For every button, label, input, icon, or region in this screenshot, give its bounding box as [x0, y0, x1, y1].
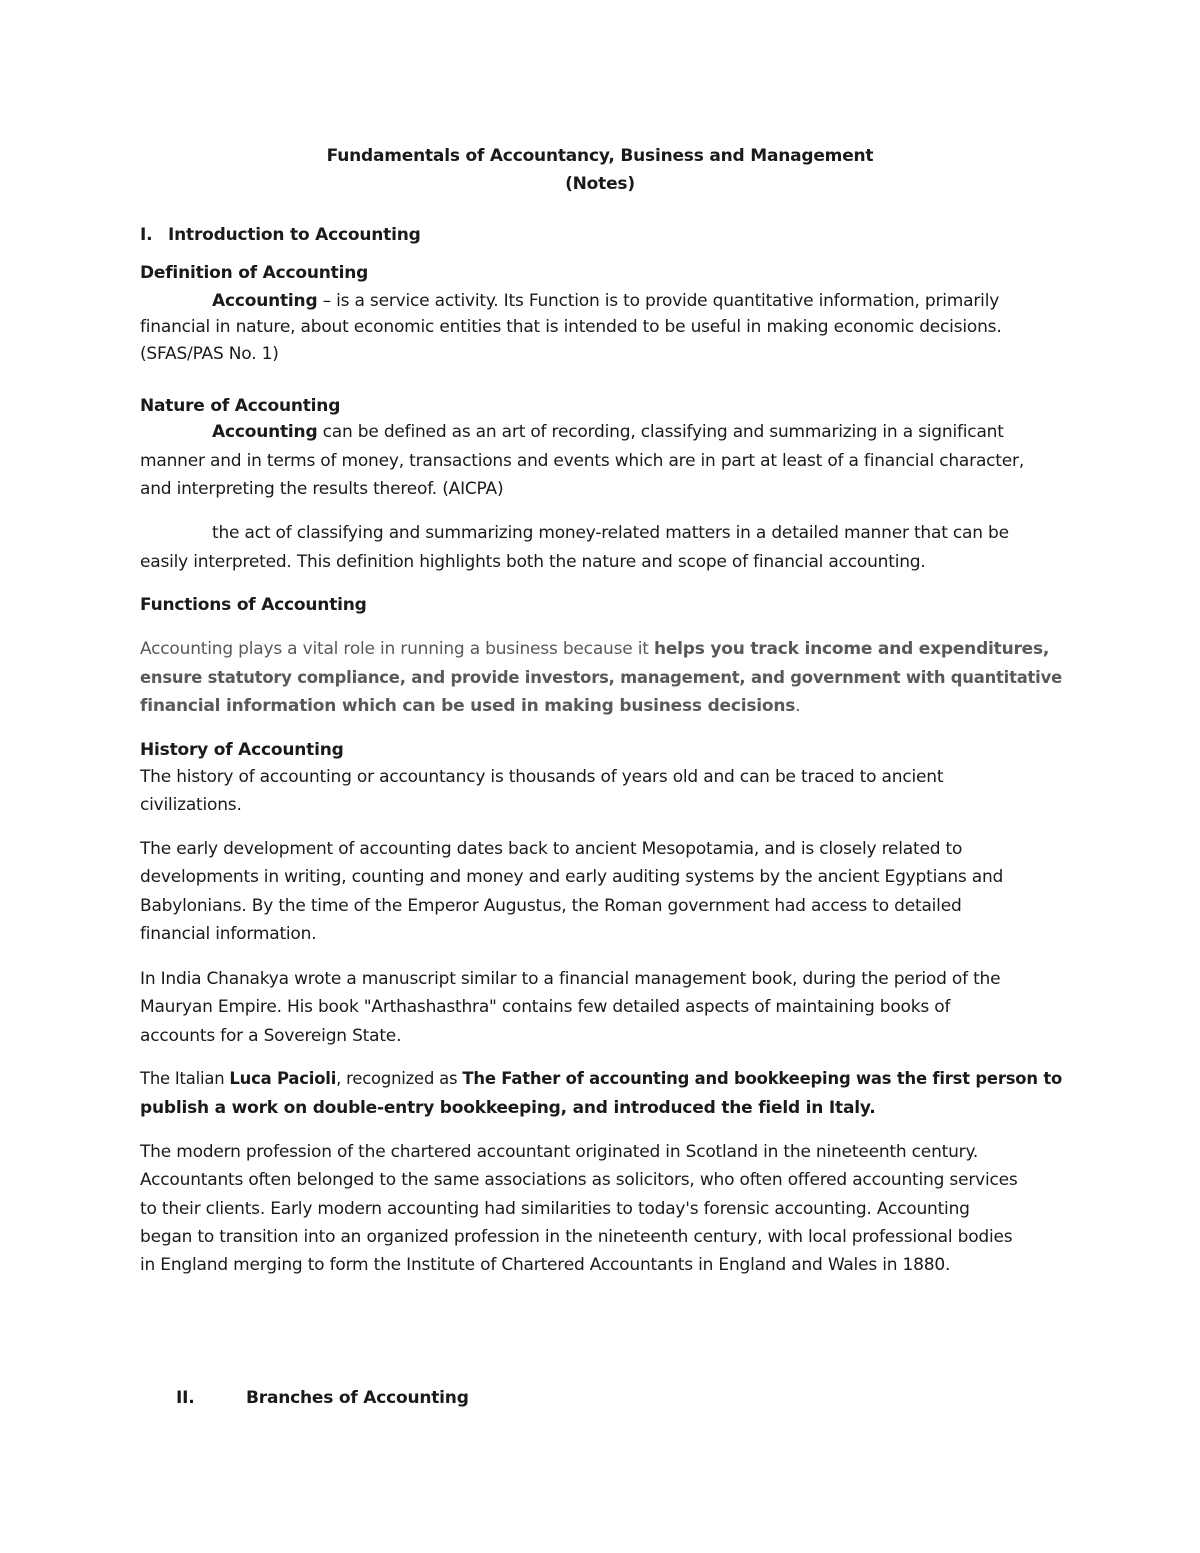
functions-heading: Functions of Accounting [140, 595, 367, 615]
functions-line-3-end: . [795, 696, 801, 716]
nature-para-2-line-1: the act of classifying and summarizing money-related matters in a detailed manner that can be [212, 523, 1009, 543]
history-p2-line-3: Babylonians. By the time of the Emperor Augustus, the Roman government had access to detailed [140, 896, 962, 916]
history-p1-line-2: civilizations. [140, 795, 242, 815]
section-2-heading: Branches of Accounting [246, 1388, 469, 1408]
functions-line-3 [140, 692, 800, 720]
history-heading: History of Accounting [140, 740, 344, 760]
history-p2-line-4: financial information. [140, 924, 317, 944]
definition-line-2: financial in nature, about economic entities that is intended to be useful in making economic decisions. [140, 317, 1002, 337]
document-subtitle: (Notes) [565, 174, 635, 194]
definition-line-1-text: – is a service activity. Its Function is to provide quantitative information, primarily [317, 291, 1000, 311]
history-p4-bold-d: The Father of accounting and bookkeeping was the first person to [462, 1069, 1063, 1089]
definition-term: Accounting [212, 291, 318, 311]
history-p2-line-2: developments in writing, counting and money and early auditing systems by the ancient Egyptians and [140, 867, 1004, 887]
nature-line-2: manner and in terms of money, transactions and events which are in part at least of a financial character, [140, 451, 1025, 471]
history-p3-line-3: accounts for a Sovereign State. [140, 1026, 402, 1046]
history-p4-text-a: The Italian [140, 1069, 230, 1089]
functions-line-1-text: Accounting plays a vital role in running a business because it [140, 639, 654, 659]
section-2-number: II. [176, 1388, 195, 1408]
history-p4-line-1 [140, 1065, 1062, 1093]
functions-line-3-bold: financial information which can be used in making business decisions [140, 696, 796, 716]
history-p1-line-1: The history of accounting or accountancy is thousands of years old and can be traced to ancient [140, 767, 944, 787]
history-p5-line-2: Accountants often belonged to the same associations as solicitors, who often offered accounting services [140, 1170, 1018, 1190]
definition-heading: Definition of Accounting [140, 263, 369, 283]
nature-heading: Nature of Accounting [140, 396, 341, 416]
history-p4-text-c: , recognized as [336, 1069, 463, 1089]
nature-line-1-text: can be defined as an art of recording, classifying and summarizing in a significant [317, 422, 1004, 442]
history-p3-line-2: Mauryan Empire. His book "Arthashasthra" contains few detailed aspects of maintaining books of [140, 997, 951, 1017]
definition-line-1 [212, 287, 1060, 315]
history-p5-line-4: began to transition into an organized profession in the nineteenth century, with local professional bodies [140, 1227, 1013, 1247]
history-p4-name: Luca Pacioli [229, 1069, 337, 1089]
functions-line-2: ensure statutory compliance, and provide investors, management, and government with quantitative [140, 668, 1062, 688]
history-p2-line-1: The early development of accounting dates back to ancient Mesopotamia, and is closely related to [140, 839, 963, 859]
history-p4-line-2: publish a work on double-entry bookkeeping, and introduced the field in Italy. [140, 1098, 876, 1118]
functions-line-1-bold: helps you track income and expenditures, [653, 639, 1050, 659]
section-1-heading: Introduction to Accounting [168, 225, 421, 245]
history-p5-line-1: The modern profession of the chartered accountant originated in Scotland in the nineteenth century. [140, 1142, 979, 1162]
nature-line-3: and interpreting the results thereof. (AICPA) [140, 479, 504, 499]
nature-line-1 [212, 418, 1004, 446]
document-title: Fundamentals of Accountancy, Business and Management [326, 146, 874, 166]
functions-line-1 [140, 635, 1049, 663]
definition-line-3: (SFAS/PAS No. 1) [140, 344, 279, 364]
nature-para-2-line-2: easily interpreted. This definition highlights both the nature and scope of financial accounting. [140, 552, 926, 572]
history-p5-line-3: to their clients. Early modern accounting had similarities to today's forensic accounting. Accounting [140, 1199, 970, 1219]
section-1-number: I. [140, 225, 153, 245]
nature-term: Accounting [212, 422, 318, 442]
history-p5-line-5: in England merging to form the Institute of Chartered Accountants in England and Wales in 1880. [140, 1255, 951, 1275]
history-p3-line-1: In India Chanakya wrote a manuscript similar to a financial management book, during the period of the [140, 969, 1001, 989]
